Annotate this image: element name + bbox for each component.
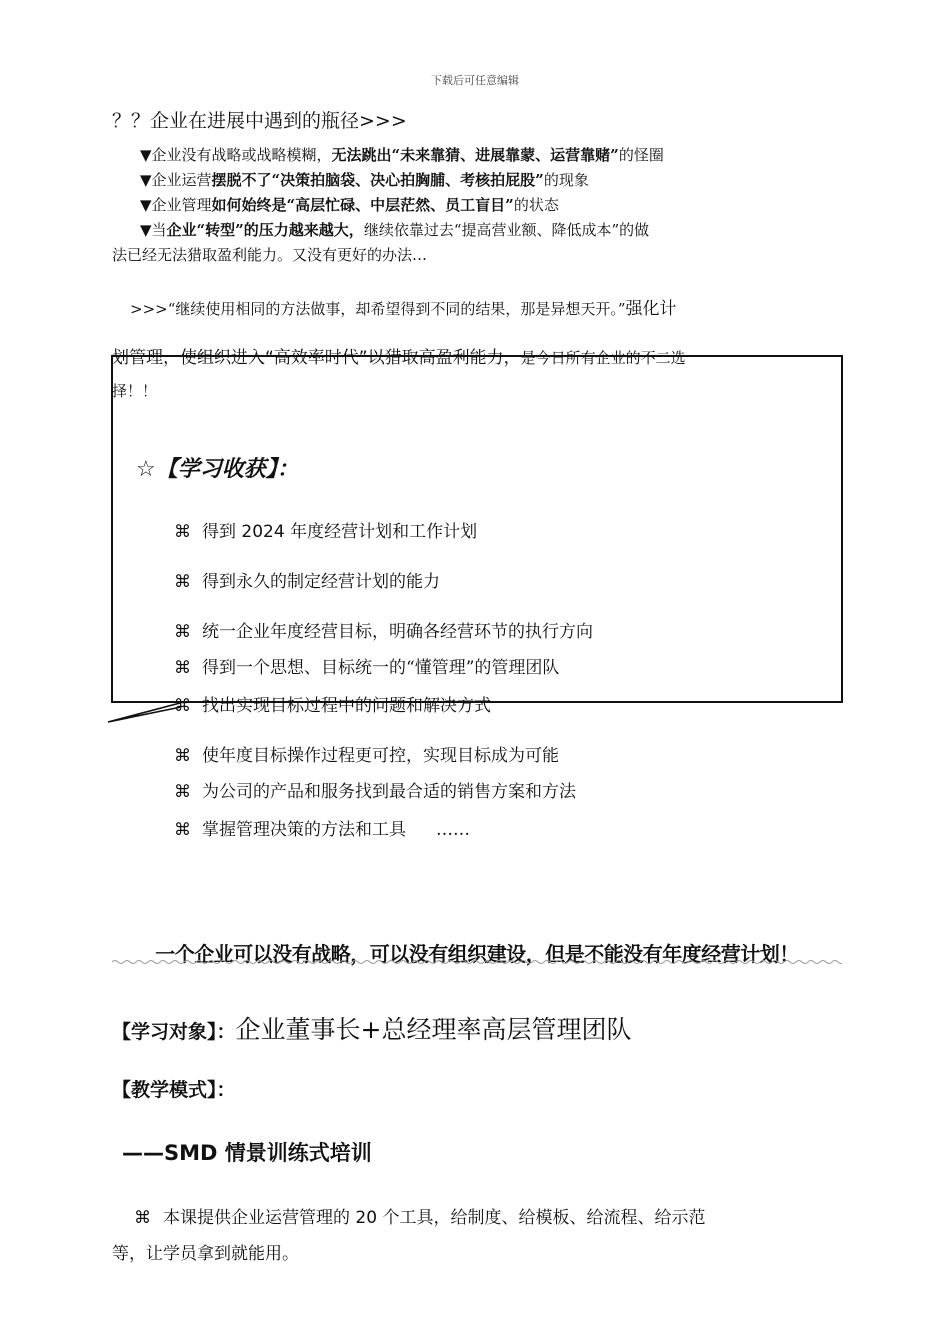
tools-line-1: ⌘ 本课提供企业运营管理的 20 个工具，给制度、给模板、给流程、给示范 (134, 1208, 706, 1228)
teaching-mode-value: ——SMD 情景训练式培训 (122, 1141, 372, 1165)
command-icon: ⌘ (174, 782, 191, 802)
command-icon: ⌘ (174, 572, 191, 592)
bottleneck-line-2: ▼企业运营摆脱不了“决策拍脑袋、决心拍胸脯、考核拍屁股”的现象 (140, 171, 589, 189)
gains-item: ⌘ 找出实现目标过程中的问题和解决方式 (174, 696, 491, 716)
command-icon: ⌘ (174, 746, 191, 766)
gains-item: ⌘ 掌握管理决策的方法和工具 …… (174, 820, 470, 840)
gains-item: ⌘ 得到 2024 年度经营计划和工作计划 (174, 522, 478, 542)
tools-line-2: 等，让学员拿到就能用。 (112, 1244, 299, 1264)
learning-target: 【学习对象】：企业董事长+总经理率高层管理团队 (112, 1015, 632, 1044)
command-icon: ⌘ (174, 622, 191, 642)
gains-item: ⌘ 使年度目标操作过程更可控，实现目标成为可能 (174, 746, 559, 766)
gains-item: ⌘ 得到永久的制定经营计划的能力 (174, 572, 440, 592)
page-header: 下载后可任意编辑 (431, 74, 519, 87)
teaching-mode-label: 【教学模式】： (112, 1079, 236, 1101)
command-icon: ⌘ (134, 1208, 151, 1228)
gains-title: ☆【学习收获】： (136, 457, 299, 482)
slogan-heading: 一个企业可以没有战略，可以没有组织建设，但是不能没有年度经营计划！ (155, 942, 799, 966)
command-icon: ⌘ (174, 696, 191, 716)
callout-tail-shape (105, 700, 185, 726)
gains-item: ⌘ 为公司的产品和服务找到最合适的销售方案和方法 (174, 782, 576, 802)
wavy-underline (112, 958, 842, 966)
quote-line-3: 择！！ (112, 382, 158, 400)
bottleneck-line-1: ▼企业没有战略或战略模糊，无法跳出“未来靠猜、进展靠蒙、运营靠赌”的怪圈 (140, 146, 664, 164)
bottleneck-line-5: 法已经无法猎取盈利能力。又没有更好的办法… (112, 246, 428, 264)
quote-line-1: >>>“继续使用相同的方法做事，却希望得到不同的结果，那是异想天开。”强化计 (130, 299, 677, 319)
gains-item: ⌘ 得到一个思想、目标统一的“懂管理”的管理团队 (174, 658, 560, 678)
bottleneck-line-3: ▼企业管理如何始终是“高层忙碌、中层茫然、员工盲目”的状态 (140, 196, 559, 214)
quote-line-2: 划管理，使组织进入“高效率时代”以猎取高盈利能力，是今日所有企业的不二选 (112, 348, 686, 368)
bottleneck-line-4: ▼当企业“转型”的压力越来越大，继续依靠过去“提高营业额、降低成本”的做 (140, 221, 650, 239)
command-icon: ⌘ (174, 820, 191, 840)
gains-item: ⌘ 统一企业年度经营目标，明确各经营环节的执行方向 (174, 622, 593, 642)
command-icon: ⌘ (174, 522, 191, 542)
bottleneck-title: ？？企业在进展中遇到的瓶径>>> (112, 110, 407, 132)
command-icon: ⌘ (174, 658, 191, 678)
